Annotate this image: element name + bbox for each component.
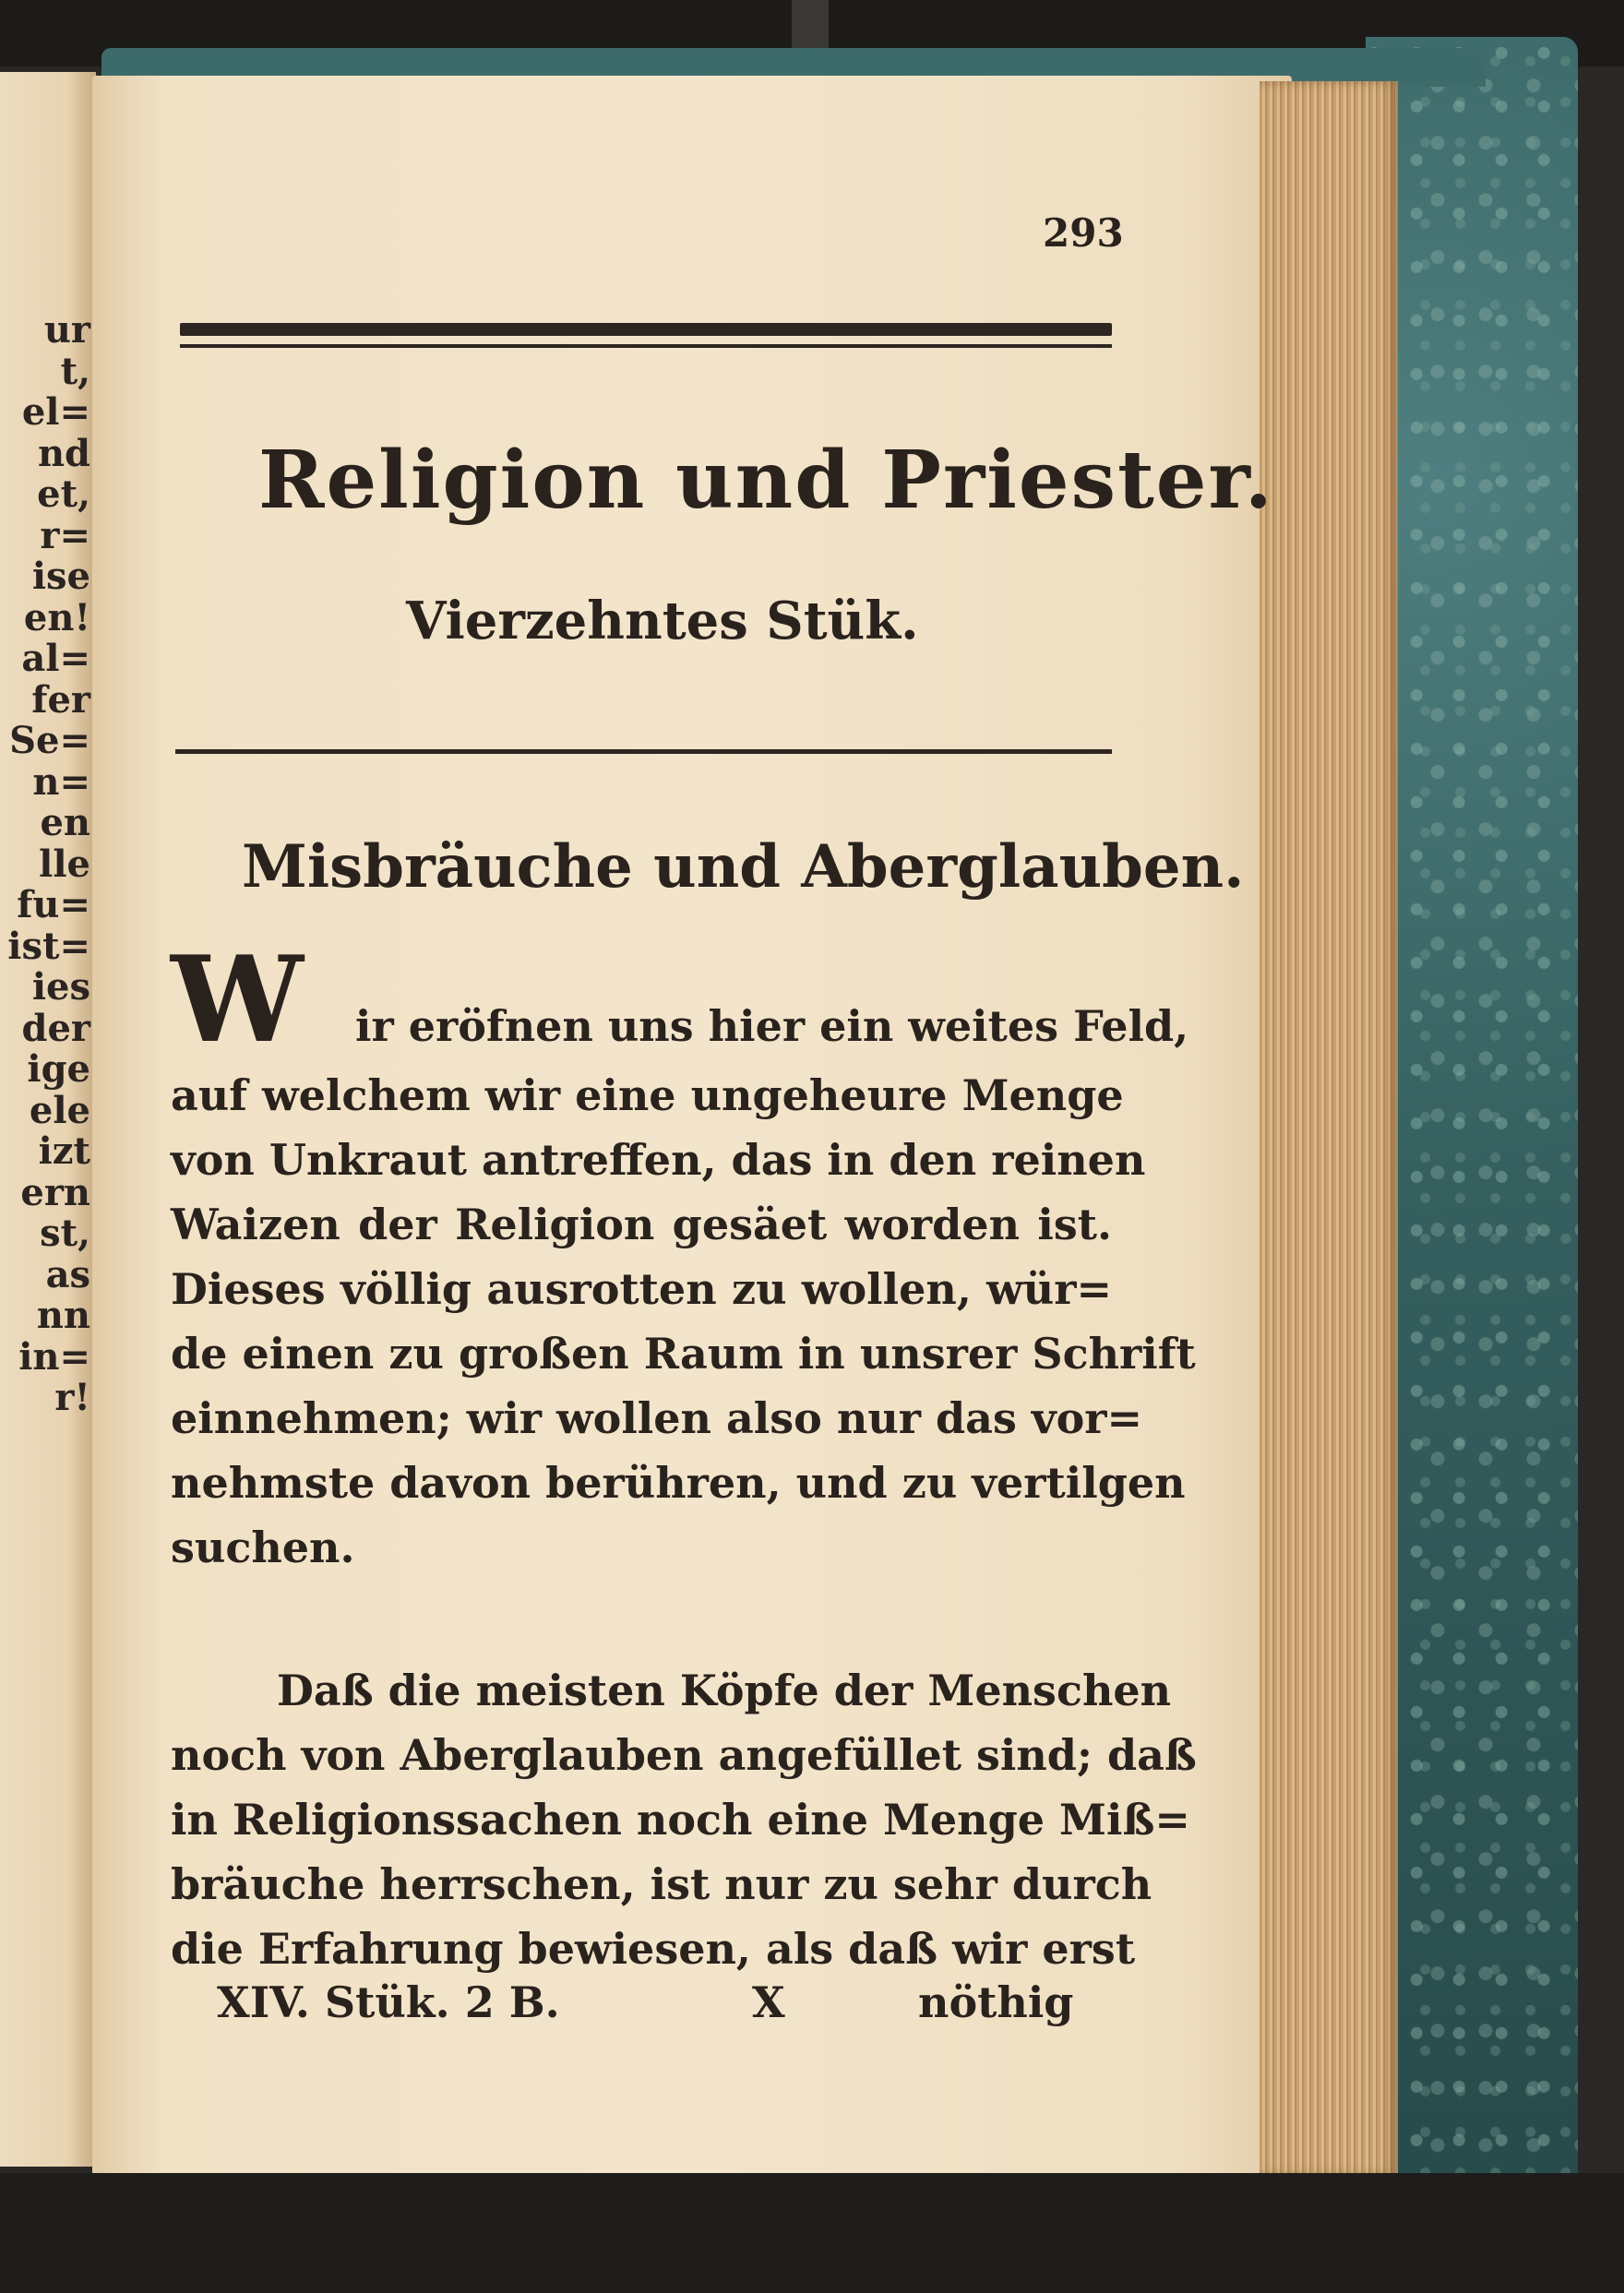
previous-page-fragment: ise — [31, 555, 90, 598]
header-rule-thin — [180, 344, 1112, 348]
body-line: auf welchem wir eine ungeheure Menge — [171, 1070, 1124, 1120]
body-line: ir eröfnen uns hier ein weites Feld, — [355, 1001, 1189, 1051]
body-line: Dieses völlig ausrotten zu wollen, wür= — [171, 1264, 1112, 1314]
body-line: bräuche herrschen, ist nur zu sehr durch — [171, 1859, 1152, 1909]
previous-page-fragment: en! — [23, 595, 90, 639]
page-block-edges — [1260, 81, 1398, 2176]
previous-page-fragment: nd — [37, 431, 90, 475]
signature-mark: XIV. Stük. 2 B. — [217, 1977, 560, 2027]
previous-page-fragment: ist= — [7, 924, 90, 968]
previous-page-fragment: al= — [21, 637, 90, 680]
previous-page-fragment: ige — [27, 1047, 90, 1091]
previous-page-fragment: r= — [40, 513, 90, 557]
body-line: die Erfahrung bewiesen, als daß wir erst — [171, 1924, 1136, 1974]
catchword: nöthig — [918, 1977, 1074, 2027]
previous-page-fragment: as — [45, 1252, 90, 1296]
previous-page-fragment: ies — [31, 965, 90, 1009]
section-rule — [175, 749, 1112, 754]
body-line: einnehmen; wir wollen also nur das vor= — [171, 1393, 1143, 1443]
background-bottom — [0, 2173, 1624, 2293]
body-line: nehmste davon berühren, und zu vertilgen — [171, 1458, 1186, 1508]
body-line: de einen zu großen Raum in unsrer Schrift — [171, 1329, 1196, 1379]
header-rule-thick — [180, 323, 1112, 336]
previous-page-fragment: t, — [60, 349, 90, 393]
body-line: in Religionssachen noch eine Menge Miß= — [171, 1795, 1190, 1845]
previous-page-fragment: nn — [36, 1294, 90, 1337]
previous-page-fragment: ern — [20, 1170, 90, 1214]
previous-page-fragment: izt — [38, 1129, 90, 1173]
previous-page-fragment: st, — [40, 1212, 90, 1255]
body-line: noch von Aberglauben angefüllet sind; daß — [171, 1730, 1197, 1780]
body-line: Daß die meisten Köpfe der Menschen — [277, 1666, 1172, 1715]
drop-cap: W — [171, 931, 304, 1069]
sheet-mark: X — [752, 1977, 785, 2027]
previous-page-fragment: ele — [29, 1088, 90, 1132]
section-title: Misbräuche und Aberglauben. — [242, 832, 1245, 902]
previous-page-fragment: en — [40, 801, 90, 844]
previous-page-fragment: r! — [54, 1376, 90, 1419]
previous-page-fragment: fu= — [17, 883, 90, 926]
body-line: suchen. — [171, 1523, 355, 1572]
previous-page-fragment: ur — [43, 308, 90, 352]
chapter-title: Religion und Priester. — [258, 434, 1274, 527]
previous-page-fragment: el= — [21, 390, 90, 434]
previous-page-fragment: fer — [31, 677, 90, 722]
previous-page-fragment: in= — [18, 1334, 90, 1379]
chapter-subtitle: Vierzehntes Stük. — [406, 591, 919, 651]
previous-page-fragment: lle — [39, 842, 90, 886]
body-line: Waizen der Religion gesäet worden ist. — [171, 1200, 1112, 1249]
previous-page-edge — [0, 72, 96, 2167]
previous-page-fragment: der — [21, 1006, 90, 1050]
previous-page-fragment: et, — [37, 472, 90, 516]
previous-page-fragment: n= — [32, 759, 90, 804]
body-line: von Unkraut antreffen, das in den reinen — [171, 1135, 1146, 1185]
previous-page-fragment: Se= — [9, 719, 90, 762]
page-number: 293 — [1043, 210, 1124, 256]
